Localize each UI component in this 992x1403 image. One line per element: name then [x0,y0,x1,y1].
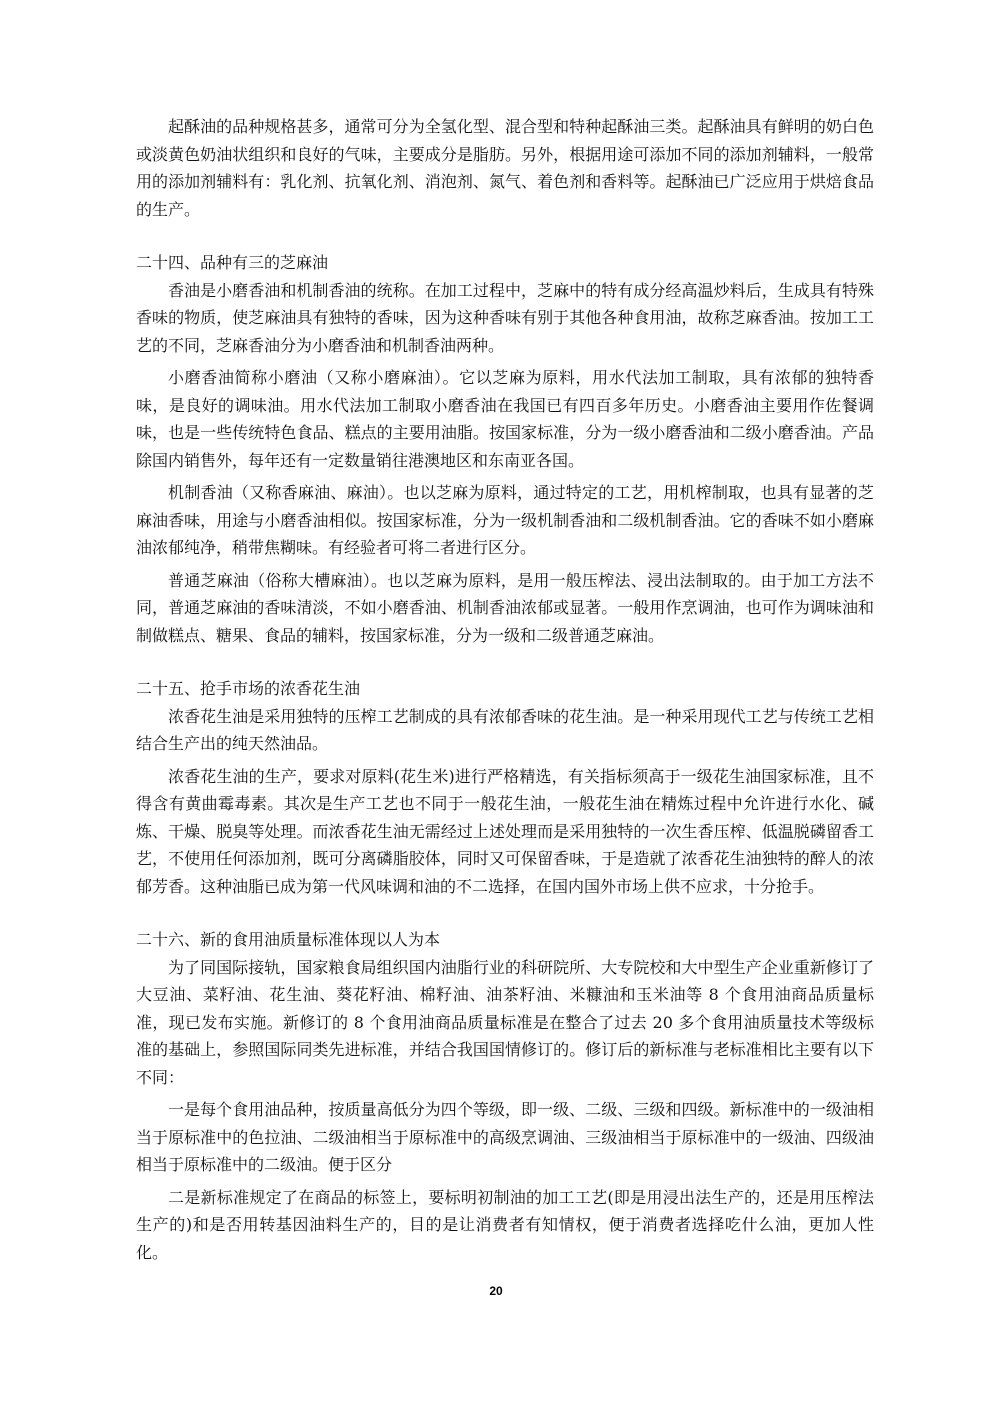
paragraph: 浓香花生油的生产，要求对原料(花生米)进行严格精选，有关指标须高于一级花生油国家标准，且不得含有黄曲霉毒素。其次是生产工艺也不同于一般花生油，一般花生油在精炼过程中允许进行水化、碱炼、干燥、脱臭等处理。而浓香花生油无需经过上述处理而是采用独特的一次生香压榨、低温脱磷留香工艺，不使用任何添加剂，既可分离磷脂胶体，同时又可保留香味，于是造就了浓香花生油独特的醉人的浓郁芳香。这种油脂已成为第一代风味调和油的不二选择，在国内国外市场上供不应求，十分抢手。 [136,766,874,896]
paragraph: 一是每个食用油品种，按质量高低分为四个等级，即一级、二级、三级和四级。新标准中的一级油相当于原标准中的色拉油、二级油相当于原标准中的高级烹调油、三级油相当于原标准中的一级油、四级油相当于原标准中的二级油。便于区分 [136,1100,874,1174]
intro-paragraph: 起酥油的品种规格甚多，通常可分为全氢化型、混合型和特种起酥油三类。起酥油具有鲜明的奶白色或淡黄色奶油状组织和良好的气味，主要成分是脂肪。另外，根据用途可添加不同的添加剂辅料，一般常用的添加剂辅料有：乳化剂、抗氧化剂、消泡剂、氮气、着色剂和香料等。起酥油已广泛应用于烘焙食品的生产。 [136,117,874,219]
section-sesame-oil [136,249,874,649]
paragraph: 机制香油（又称香麻油、麻油）。也以芝麻为原料，通过特定的工艺，用机榨制取，也具有显著的芝麻油香味，用途与小磨香油相似。按国家标准，分为一级机制香油和二级机制香油。它的香味不如小磨麻油浓郁纯净，稍带焦糊味。有经验者可将二者进行区分。 [136,483,874,557]
paragraph: 香油是小磨香油和机制香油的统称。在加工过程中，芝麻中的特有成分经高温炒料后，生成具有特殊香味的物质，使芝麻油具有独特的香味，因为这种香味有别于其他各种食用油，故称芝麻香油。按加工工艺的不同，芝麻香油分为小磨香油和机制香油两种。 [136,280,874,355]
paragraph: 浓香花生油是采用独特的压榨工艺制成的具有浓郁香味的花生油。是一种采用现代工艺与传统工艺相结合生产出的纯天然油品。 [136,706,874,753]
paragraph: 小磨香油简称小磨油（又称小磨麻油）。它以芝麻为原料，用水代法加工制取，具有浓郁的独特香味，是良好的调味油。用水代法加工制取小磨香油在我国已有四百多年历史。小磨香油主要用作佐餐调味，也是一些传统特色食品、糕点的主要用油脂。按国家标准，分为一级小磨香油和二级小磨香油。产品除国内销售外，每年还有一定数量销往港澳地区和东南亚各国。 [136,368,874,470]
section-heading: 二十六、新的食用油质量标准体现以人为本 [136,930,441,949]
paragraph: 二是新标准规定了在商品的标签上，要标明初制油的加工工艺(即是用浸出法生产的，还是用压榨法生产的)和是否用转基因油料生产的，目的是让消费者有知情权，便于消费者选择吃什么油，更加人性化。 [136,1187,874,1262]
paragraph: 为了同国际接轨，国家粮食局组织国内油脂行业的科研院所、大专院校和大中型生产企业重新修订了大豆油、菜籽油、花生油、葵花籽油、棉籽油、油茶籽油、米糠油和玉米油等 8 个食用油商品质量标准，现已发布实施。新修订的 8 个食用油商品质量标准是在整合了过去 20 多个食用油质量技术等级标准的基础上，参照国际同类先进标准，并结合我国国情修订的。修订后的新标准与老标准相比主要有以下不同： [136,957,874,1087]
document-page [136,113,874,1266]
page-number: 20 [489,1284,503,1298]
section-peanut-oil [136,675,874,900]
paragraph: 普通芝麻油（俗称大槽麻油）。也以芝麻为原料，是用一般压榨法、浸出法制取的。由于加工方法不同，普通芝麻油的香味清淡，不如小磨香油、机制香油浓郁或显著。一般用作烹调油，也可作为调味油和制做糕点、糖果、食品的辅料，按国家标准，分为一级和二级普通芝麻油。 [136,570,874,645]
section-heading: 二十五、抢手市场的浓香花生油 [136,679,361,698]
section-heading: 二十四、品种有三的芝麻油 [136,253,329,272]
section-quality-standard [136,926,874,1266]
